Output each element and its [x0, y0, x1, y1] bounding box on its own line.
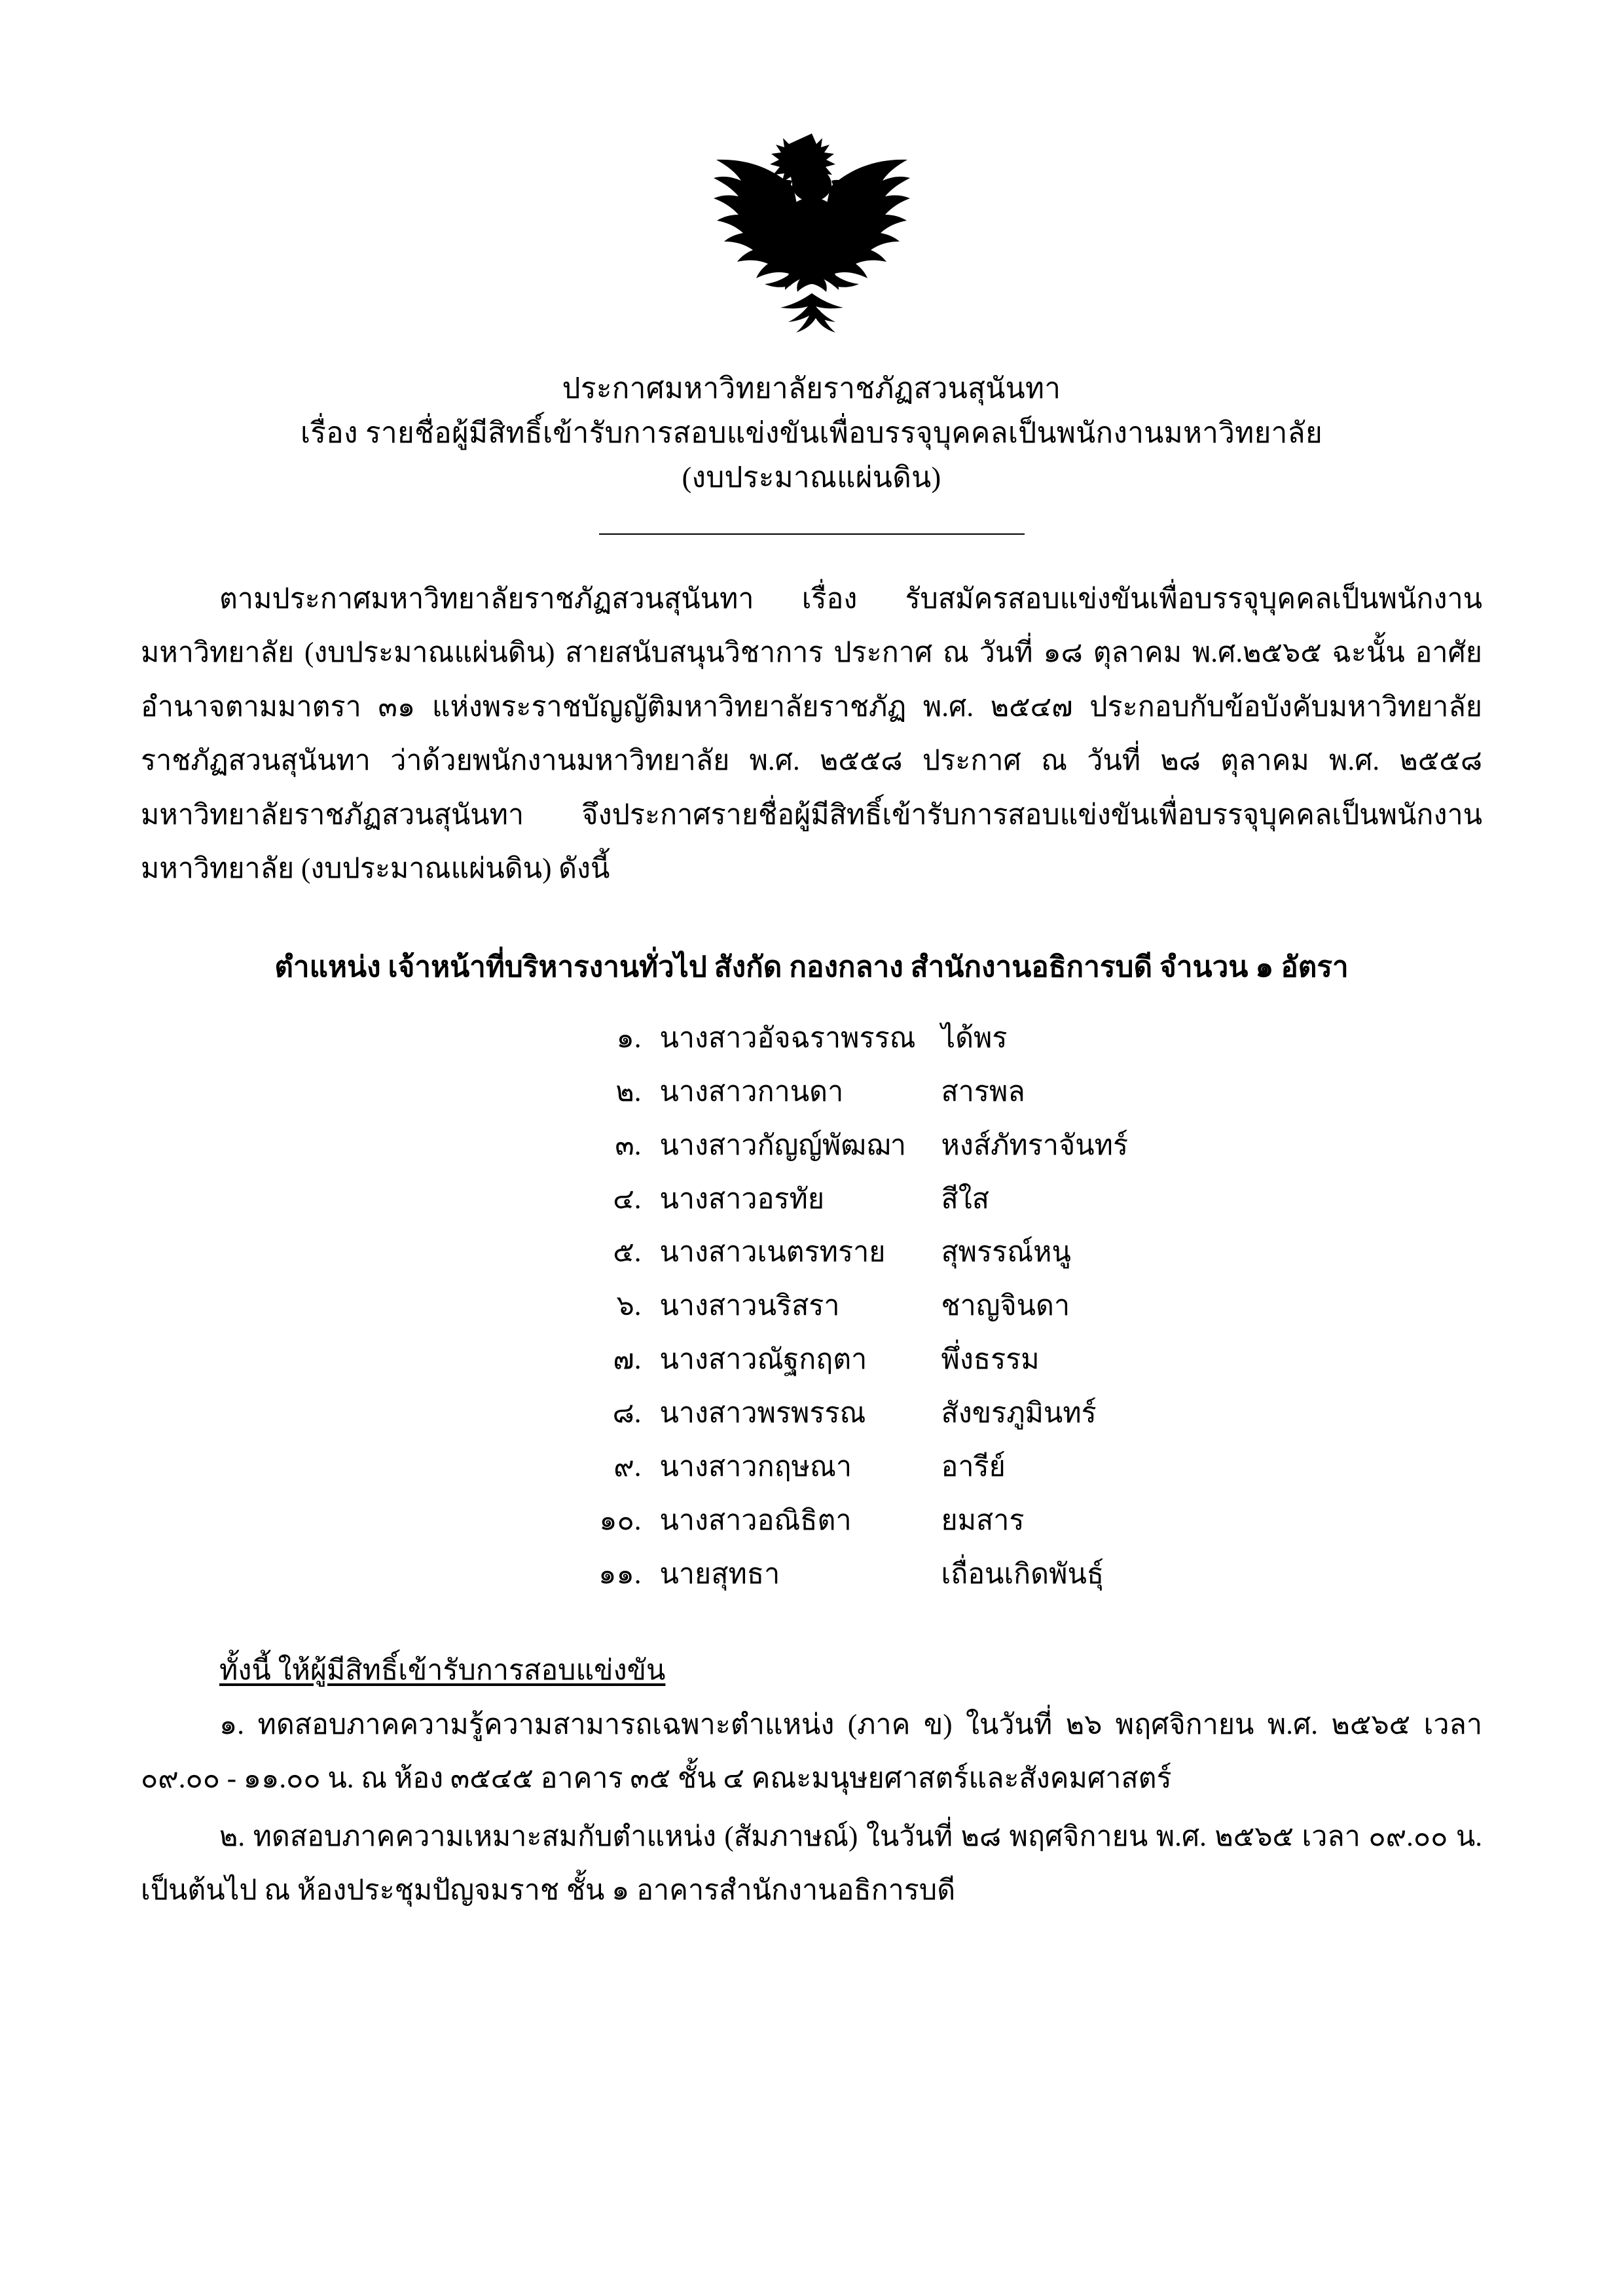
row-number: ๕. — [613, 1237, 642, 1268]
row-number: ๗. — [613, 1344, 642, 1376]
row-last-name: สุพรรณ์หนู — [941, 1237, 1071, 1268]
row-first-name: นางสาวพรพรรณ — [659, 1398, 866, 1429]
row-last-name: สารพล — [941, 1076, 1025, 1107]
intro-paragraph — [141, 573, 1482, 897]
row-number: ๒. — [615, 1076, 642, 1107]
note-heading-text: ทั้งนี้ ให้ผู้มีสิทธิ์เข้ารับการสอบแข่งขัน — [219, 1655, 666, 1686]
row-first-name: นางสาวณัฐกฤตา — [659, 1344, 867, 1376]
row-number: ๑๑. — [598, 1558, 642, 1590]
title-line-2: เรื่อง รายชื่อผู้มีสิทธิ์เข้ารับการสอบแข่งขันเพื่อบรรจุบุคคลเป็นพนักงานมหาวิทยาลัย — [300, 417, 1323, 450]
row-first-name: นางสาวกัญญ์พัฒฌา — [659, 1130, 906, 1161]
row-last-name: พึ่งธรรม — [941, 1344, 1040, 1376]
row-first-name: นางสาวกฤษณา — [659, 1451, 852, 1482]
row-first-name: นางสาวกานดา — [659, 1076, 844, 1107]
row-first-name: นางสาวเนตรทราย — [659, 1237, 886, 1268]
note-item-2 — [141, 1810, 1482, 1918]
row-first-name: นางสาวอัจฉราพรรณ — [659, 1022, 916, 1054]
table-row — [426, 1387, 1198, 1441]
title-line-3: (งบประมาณแผ่นดิน) — [682, 461, 941, 494]
garuda-emblem — [694, 124, 930, 347]
row-last-name: สังขรภูมินทร์ — [941, 1398, 1097, 1429]
table-row — [426, 1548, 1198, 1602]
title-line-1: ประกาศมหาวิทยาลัยราชภัฏสวนสุนันทา — [562, 372, 1061, 404]
row-first-name: นางสาวอรทัย — [659, 1183, 825, 1215]
table-row — [426, 1066, 1198, 1119]
row-first-name: นางสาวนริสรา — [659, 1291, 840, 1322]
note-item-1 — [141, 1698, 1482, 1806]
row-last-name: เถื่อนเกิดพันธุ์ — [941, 1558, 1104, 1590]
table-row — [426, 1333, 1198, 1387]
row-number: ๓. — [615, 1130, 642, 1161]
row-number: ๑๐. — [599, 1505, 642, 1536]
table-row — [426, 1173, 1198, 1227]
table-row — [426, 1494, 1198, 1548]
table-row — [426, 1012, 1198, 1066]
row-last-name: อารีย์ — [941, 1451, 1006, 1482]
note-heading — [141, 1647, 1482, 1692]
intro-paragraph-text: ตามประกาศมหาวิทยาลัยราชภัฏสวนสุนันทา เรื่อง รับสมัครสอบแข่งขันเพื่อบรรจุบุคคลเป็นพนักงานมหาวิทยาลัย (งบประมาณแผ่นดิน) สายสนับสนุนวิชาการ ประกาศ ณ วันที่ ๑๘ ตุลาคม พ.ศ.๒๕๖๕ ฉะนั้น อาศัยอำนาจตามมาตรา ๓๑ แห่งพระราชบัญญัติมหาวิทยาลัยราชภัฏ พ.ศ. ๒๕๔๗ ประกอบกับข้อบังคับมหาวิทยาลัยราชภัฏสวนสุนันทา ว่าด้วยพนักงานมหาวิทยาลัย พ.ศ. ๒๕๕๘ ประกาศ ณ วันที่ ๒๘ ตุลาคม พ.ศ. ๒๕๕๘ มหาวิทยาลัยราชภัฏสวนสุนันทา จึงประกาศรายชื่อผู้มีสิทธิ์เข้ารับการสอบแข่งขันเพื่อบรรจุบุคคลเป็นพนักงานมหาวิทยาลัย (งบประมาณแผ่นดิน) ดังนี้ — [141, 583, 1482, 885]
table-row — [426, 1280, 1198, 1333]
row-number: ๖. — [616, 1291, 642, 1322]
document-title-block — [141, 367, 1482, 501]
table-row — [426, 1441, 1198, 1494]
divider-container — [141, 532, 1482, 535]
row-number: ๙. — [613, 1451, 642, 1482]
row-number: ๔. — [613, 1183, 642, 1215]
row-last-name: ยมสาร — [941, 1505, 1025, 1536]
row-first-name: นางสาวอณิธิตา — [659, 1505, 852, 1536]
note-item-1-text: ๑. ทดสอบภาคความรู้ความสามารถเฉพาะตำแหน่ง (ภาค ข) ในวันที่ ๒๖ พฤศจิกายน พ.ศ. ๒๕๖๕ เวลา ๐๙.๐๐ - ๑๑.๐๐ น. ณ ห้อง ๓๕๔๕ อาคาร ๓๕ ชั้น ๔ คณะมนุษยศาสตร์และสังคมศาสตร์ — [141, 1709, 1482, 1795]
row-first-name: นายสุทธา — [659, 1558, 780, 1590]
table-row — [426, 1119, 1198, 1173]
row-last-name: ชาญจินดา — [941, 1291, 1070, 1322]
note-item-2-text: ๒. ทดสอบภาคความเหมาะสมกับตำแหน่ง (สัมภาษณ์) ในวันที่ ๒๘ พฤศจิกายน พ.ศ. ๒๕๖๕ เวลา ๐๙.๐๐ น. เป็นต้นไป ณ ห้องประชุมปัญจมราช ชั้น ๑ อาคารสำนักงานอธิการบดี — [141, 1821, 1482, 1907]
row-number: ๘. — [612, 1398, 642, 1429]
position-heading: ตำแหน่ง เจ้าหน้าที่บริหารงานทั่วไป สังกัด กองกลาง สำนักงานอธิการบดี จำนวน ๑ อัตรา — [274, 950, 1349, 983]
row-last-name: สีใส — [941, 1183, 989, 1215]
row-last-name: หงส์ภัทราจันทร์ — [941, 1130, 1129, 1161]
horizontal-divider — [599, 532, 1025, 535]
emblem-container — [141, 124, 1482, 347]
table-row — [426, 1226, 1198, 1280]
candidate-list-table — [426, 1012, 1198, 1602]
row-number: ๑. — [616, 1022, 642, 1054]
row-last-name: ได้พร — [941, 1022, 1008, 1054]
